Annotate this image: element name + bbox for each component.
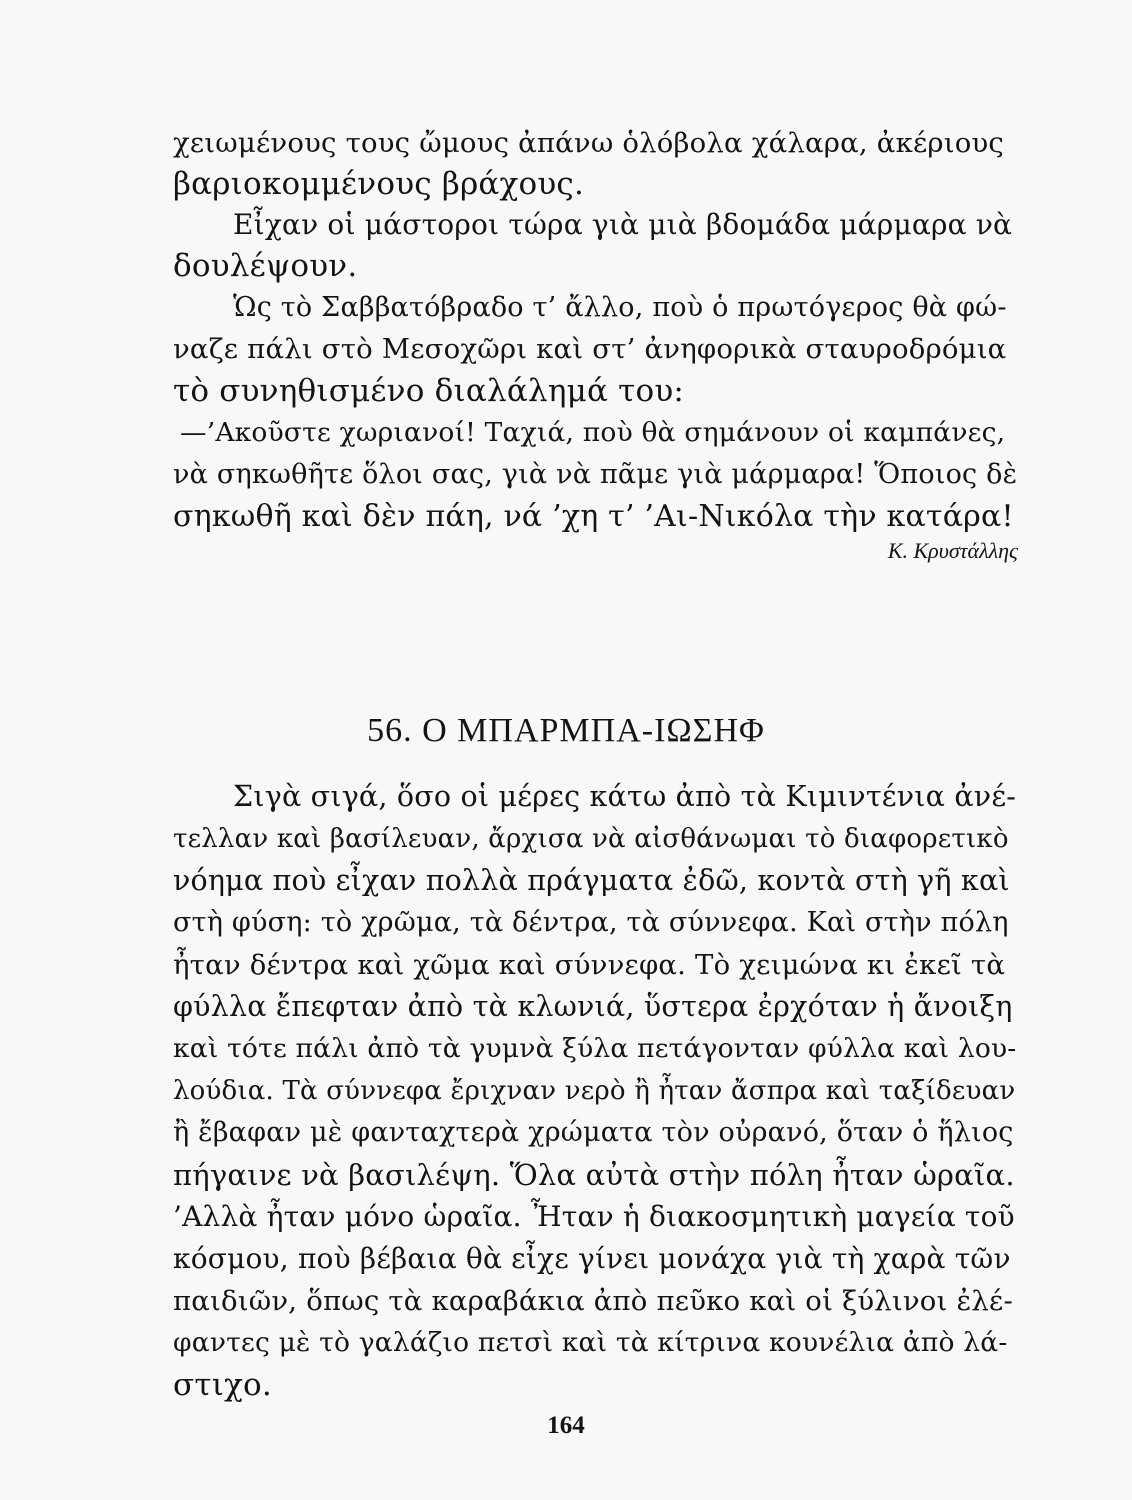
text-line: ἦταν δέντρα καὶ χῶμα καὶ σύννεφα. Τὸ χειμώνα κι ἐκεῖ τὰ (173, 949, 1006, 981)
text-line: πήγαινε νὰ βασιλέψη. Ὅλα αὐτὰ στὴν πόλη ἦταν ὡραῖα. (173, 1158, 1015, 1192)
text-line: ναζε πάλι στὸ Μεσοχῶρι καὶ στ’ ἀνηφορικὰ σταυροδρόμια (173, 333, 1007, 365)
text-line: ἢ ἔβαφαν μὲ φανταχτερὰ χρώματα τὸν οὐρανό, ὅταν ὁ ἥλιος (173, 1117, 1014, 1148)
text-line: Ὡς τὸ Σαββατόβραδο τ’ ἄλλο, ποὺ ὁ πρωτόγερος θὰ φώ- (233, 292, 1007, 323)
text-line: Εἶχαν οἱ μάστοροι τώρα γιὰ μιὰ βδομάδα μάρμαρα νὰ (233, 208, 1013, 241)
text-line: νόημα ποὺ εἶχαν πολλὰ πράγματα ἐδῶ, κοντὰ στὴ γῆ καὶ (173, 864, 1010, 897)
text-line: νὰ σηκωθῆτε ὅλοι σας, γιὰ νὰ πᾶμε γιὰ μάρμαρα! Ὅποιος δὲ (173, 459, 1018, 490)
text-line: Σιγὰ σιγά, ὅσο οἱ μέρες κάτω ἀπὸ τὰ Κιμιντένια ἀνέ- (233, 780, 1017, 813)
text-line: βαριοκομμένους βράχους. (173, 166, 585, 202)
attribution: Κ. Κρυστάλλης (887, 538, 1018, 563)
text-line: τελλαν καὶ βασίλευαν, ἄρχισα νὰ αἰσθάνωμαι τὸ διαφορετικὸ (173, 824, 1009, 854)
text-line: τὸ συνηθισμένο διαλάλημά του: (173, 373, 685, 409)
text-line: κόσμου, ποὺ βέβαια θὰ εἶχε γίνει μονάχα γιὰ τὴ χαρὰ τῶν (173, 1242, 1011, 1275)
text-line: στὴ φύση: τὸ χρῶμα, τὰ δέντρα, τὰ σύννεφα. Καὶ στὴν πόλη (173, 907, 1009, 938)
text-line: φύλλα ἔπεφταν ἀπὸ τὰ κλωνιά, ὕστερα ἐρχόταν ἡ ἄνοιξη (173, 990, 1013, 1023)
text-line: παιδιῶν, ὅπως τὰ καραβάκια ἀπὸ πεῦκο καὶ οἱ ξύλινοι ἐλέ- (173, 1285, 1013, 1317)
text-line: δουλέψουν. (173, 248, 358, 284)
page-number: 164 (547, 1412, 585, 1439)
text-line: λούδια. Τὰ σύννεφα ἔριχναν νερὸ ἢ ἦταν ἄσπρα καὶ ταξίδευαν (173, 1076, 1016, 1106)
chapter-heading: 56. Ο ΜΠΑΡΜΠΑ-ΙΩΣΗΦ (367, 712, 765, 749)
text-line: σηκωθῆ καὶ δὲν πάη, νά ’χη τ’ ’Αι-Νικόλα τὴν κατάρα! (173, 499, 1014, 534)
text-line: στιχο. (173, 1367, 272, 1403)
text-line: —’Ακοῦστε χωριανοί! Ταχιά, ποὺ θὰ σημάνουν οἱ καμπάνες, (180, 417, 1006, 448)
text-line: ’Αλλὰ ἦταν μόνο ὡραῖα. Ἦταν ἡ διακοσμητικὴ μαγεία τοῦ (173, 1200, 1015, 1233)
text-line: χειωμένους τους ὤμους ἀπάνω ὁλόβολα χάλαρα, ἀκέριους (173, 127, 1005, 159)
text-line: φαντες μὲ τὸ γαλάζιο πετσὶ καὶ τὰ κίτρινα κουνέλια ἀπὸ λά- (173, 1327, 1008, 1358)
text-line: καὶ τότε πάλι ἀπὸ τὰ γυμνὰ ξύλα πετάγονταν φύλλα καὶ λου- (173, 1033, 1017, 1064)
